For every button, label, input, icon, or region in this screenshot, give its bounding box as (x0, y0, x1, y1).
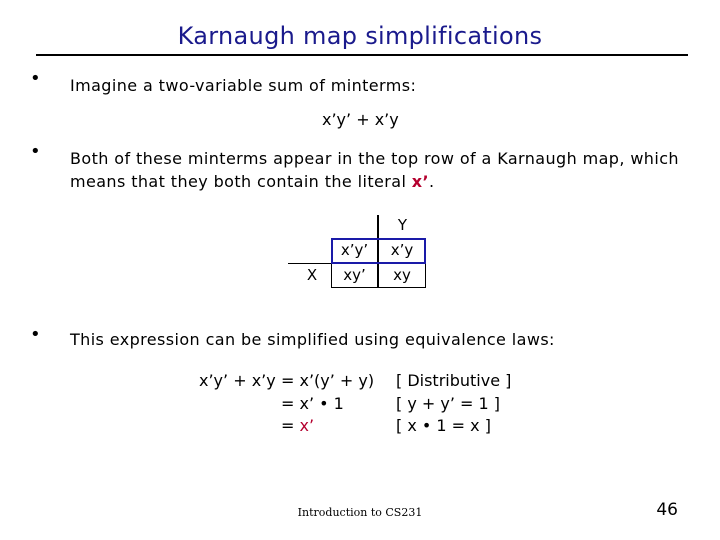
bullet-2-line-1: Both of these minterms appear in the top row of a Karnaugh map, which (70, 149, 679, 168)
kmap-cell: x’y (390, 241, 414, 259)
slide-title: Karnaugh map simplifications (177, 22, 543, 50)
kmap-cell: xy’ (343, 266, 366, 284)
bullet-2-line-2 (70, 172, 434, 191)
derivation-step-1: = x’(y’ + y) (281, 371, 375, 390)
minterm-sum-expression: x’y’ + x’y (322, 110, 399, 129)
derivation-reason-1: [ Distributive ] (396, 371, 512, 390)
bullet-3-text: This expression can be simplified using equivalence laws: (70, 330, 555, 349)
kmap-column-variable: Y (397, 216, 408, 234)
derivation-reason-2: [ y + y’ = 1 ] (396, 394, 501, 413)
derivation-step-3 (281, 416, 314, 435)
kmap-cell: xy (393, 266, 411, 284)
bullet-1-text: Imagine a two-variable sum of minterms: (70, 76, 417, 95)
derivation-result: x’ (299, 416, 315, 435)
kmap-row-variable: X (306, 266, 318, 284)
kmap-cell: x’y’ (340, 241, 369, 259)
derivation-step-2: = x’ • 1 (281, 394, 344, 413)
bullet-2-prefix: means that they both contain the literal (70, 172, 412, 191)
page-number: 46 (656, 500, 678, 520)
bullet-marker: • (30, 141, 41, 162)
derivation-reason-3: [ x • 1 = x ] (396, 416, 491, 435)
title-divider (36, 54, 688, 56)
bullet-marker: • (30, 68, 41, 89)
footer-course-name: Introduction to CS231 (297, 506, 423, 519)
kmap-bottom-border (331, 287, 426, 288)
derivation-step-3-prefix: = (281, 416, 300, 435)
bullet-marker: • (30, 324, 41, 345)
bullet-2-suffix: . (428, 172, 435, 191)
derivation-lhs: x’y’ + x’y (199, 371, 276, 390)
literal-x-prime: x’ (411, 172, 429, 191)
